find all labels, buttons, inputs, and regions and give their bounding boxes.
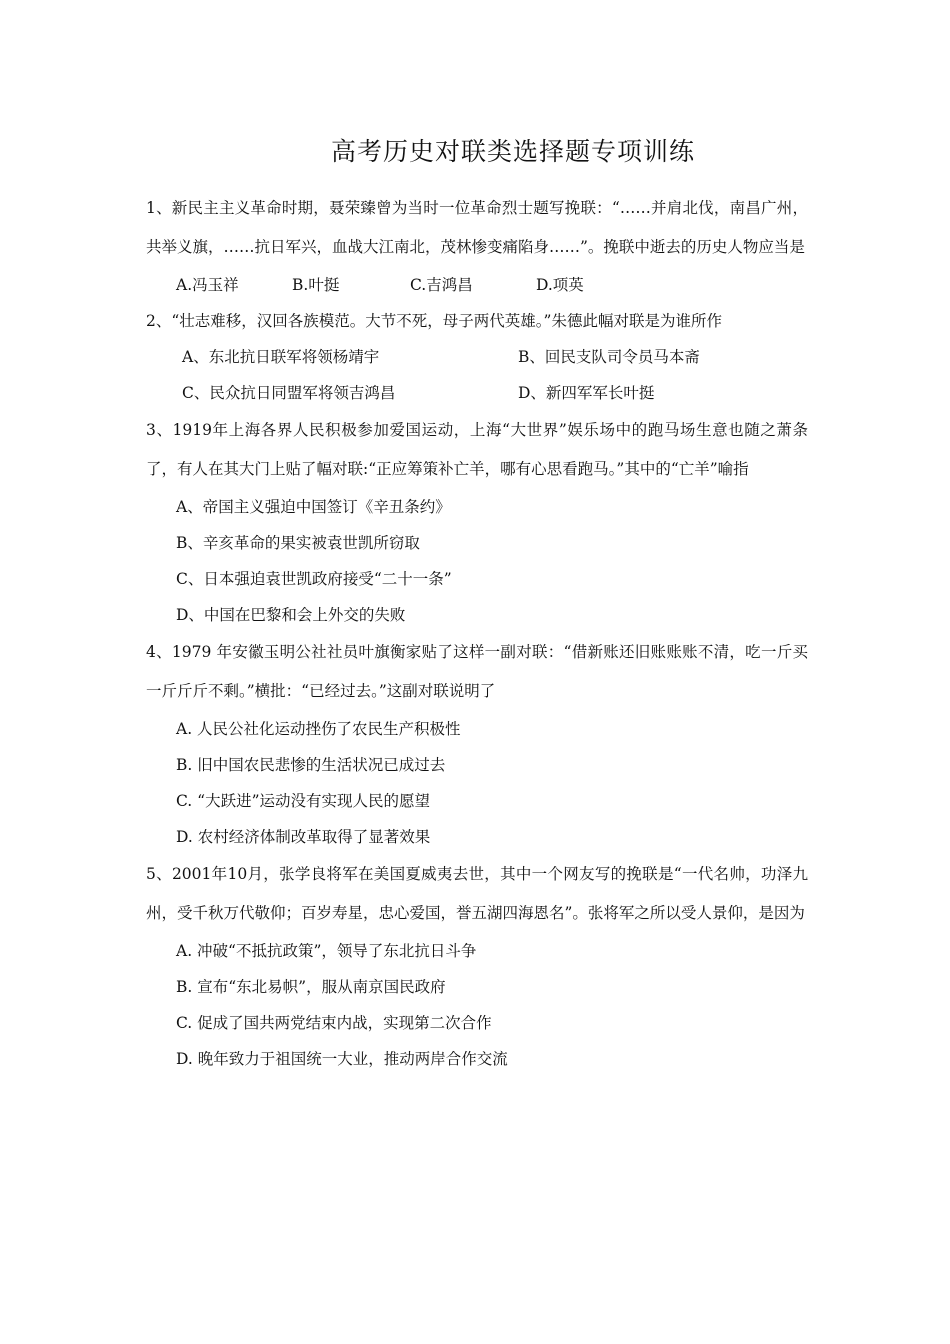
- option-c: C. 促成了国共两党结束内战，实现第二次合作: [176, 1014, 492, 1032]
- option-grid: [146, 339, 808, 411]
- question-stem: 2、“壮志难移，汉回各族模范。大节不死，母子两代英雄。”朱德此幅对联是为谁所作: [146, 312, 722, 330]
- option-b: B. 旧中国农民悲惨的生活状况已成过去: [176, 756, 446, 774]
- option-b: B.叶挺: [292, 276, 340, 294]
- question-5: [146, 855, 808, 1077]
- question-stem: 4、1979 年安徽玉明公社社员叶旗衡家贴了这样一副对联：“借新账还旧账账账不清，吃一斤买一斤斤斤不剩。”横批：“已经过去。”这副对联说明了: [146, 643, 808, 700]
- option-a: A、东北抗日联军将领杨靖宇: [182, 348, 380, 366]
- option-d: D. 农村经济体制改革取得了显著效果: [176, 828, 431, 846]
- question-stem: 1、新民主主义革命时期，聂荣臻曾为当时一位革命烈士题写挽联：“……并肩北伐，南昌广州，共举义旗，……抗日军兴，血战大江南北，茂林惨变痛陷身……”。挽联中逝去的历史人物应当是: [146, 199, 808, 256]
- option-a: A.冯玉祥: [176, 276, 239, 294]
- question-2: [146, 303, 808, 411]
- option-a: A、帝国主义强迫中国签订《辛丑条约》: [176, 498, 451, 516]
- option-row: [146, 267, 808, 303]
- option-c: C、日本强迫袁世凯政府接受“二十一条”: [176, 570, 452, 588]
- question-list: [146, 189, 808, 1077]
- question-1: [146, 189, 808, 303]
- option-c: C、民众抗日同盟军将领吉鸿昌: [182, 384, 396, 402]
- option-a: A. 人民公社化运动挫伤了农民生产积极性: [176, 720, 461, 738]
- option-d: D、中国在巴黎和会上外交的失败: [176, 606, 406, 624]
- option-c: C.吉鸿昌: [410, 276, 473, 294]
- option-d: D. 晚年致力于祖国统一大业，推动两岸合作交流: [176, 1050, 508, 1068]
- question-stem: 3、1919年上海各界人民积极参加爱国运动，上海“大世界”娱乐场中的跑马场生意也随之萧条了，有人在其大门上贴了幅对联:“正应筹策补亡羊，哪有心思看跑马。”其中的“亡羊”喻指: [146, 421, 808, 478]
- option-b: B. 宣布“东北易帜”，服从南京国民政府: [176, 978, 446, 996]
- option-d: D、新四军军长叶挺: [518, 384, 655, 402]
- option-a: A. 冲破“不抵抗政策”，领导了东北抗日斗争: [176, 942, 477, 960]
- document-title: 高考历史对联类选择题专项训练: [330, 137, 695, 166]
- option-b: B、辛亥革命的果实被袁世凯所窃取: [176, 534, 420, 552]
- question-4: [146, 633, 808, 855]
- option-c: C. “大跃进”运动没有实现人民的愿望: [176, 792, 431, 810]
- question-3: [146, 411, 808, 633]
- option-b: B、回民支队司令员马本斋: [518, 348, 700, 366]
- option-d: D.项英: [536, 276, 584, 294]
- question-stem: 5、2001年10月，张学良将军在美国夏威夷去世，其中一个网友写的挽联是“一代名帅，功泽九州，受千秋万代敬仰；百岁寿星，忠心爱国，誉五湖四海恩名”。张将军之所以受人景仰，是因为: [146, 865, 808, 922]
